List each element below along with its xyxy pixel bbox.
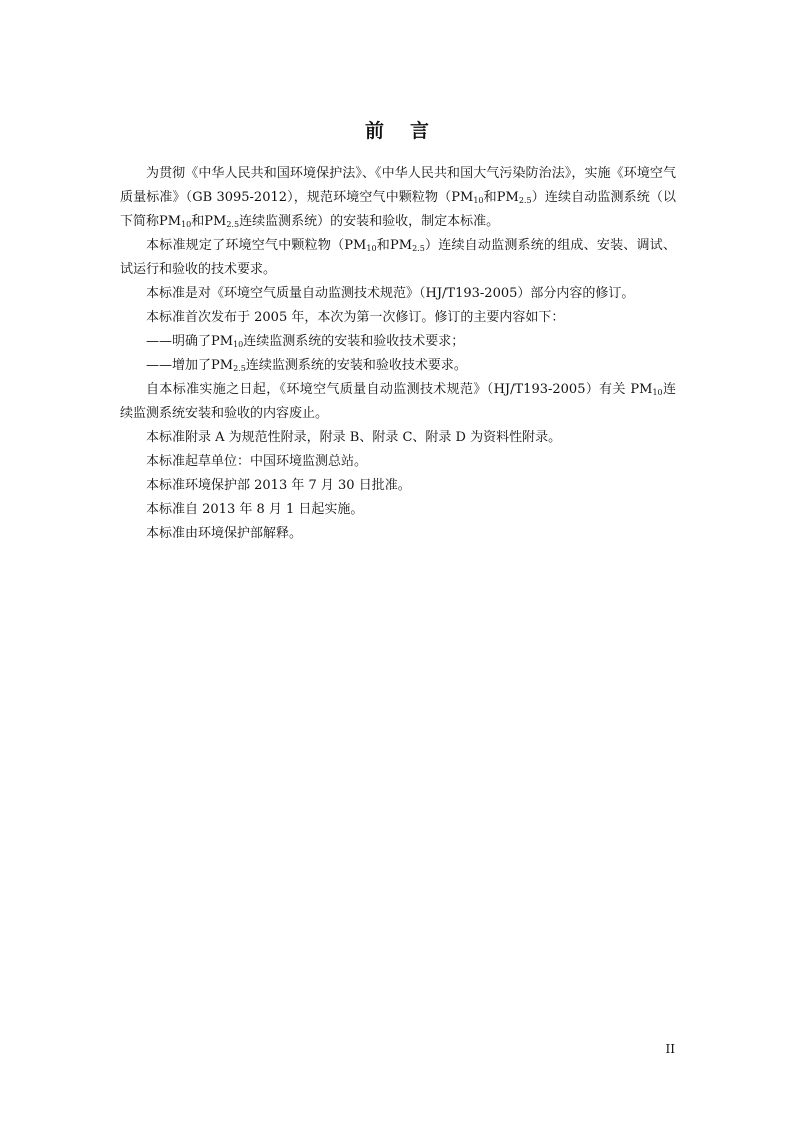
paragraph-change-pm10 bbox=[120, 330, 676, 354]
pm-base: PM bbox=[159, 214, 182, 229]
pm-subscript: 2.5 bbox=[233, 364, 246, 373]
paragraph-text: 为贯彻《中华人民共和国环境保护法》、《中华人民共和国大气污染防治法》，实施《环境空气质量标准》（GB 3095-2012），规范环境空气中颗粒物（ bbox=[120, 166, 676, 205]
pm-subscript: 10 bbox=[233, 340, 244, 349]
pm-base: PM bbox=[630, 382, 653, 397]
pm25-term bbox=[204, 214, 239, 229]
pm10-term bbox=[344, 238, 376, 253]
paragraph-text: 连续监测系统）的安装和验收，制定本标准。 bbox=[239, 214, 500, 229]
pm-subscript: 2.5 bbox=[226, 220, 240, 229]
paragraph-drafter: 本标准起草单位：中国环境监测总站。 bbox=[146, 454, 368, 469]
pm10-term bbox=[159, 214, 191, 229]
paragraph-scope bbox=[120, 234, 676, 282]
title-char-1: 前 bbox=[364, 120, 384, 142]
pm-subscript: 2.5 bbox=[412, 244, 425, 253]
paragraph-change-pm25 bbox=[120, 354, 676, 378]
pm-base: PM bbox=[211, 334, 234, 349]
pm10-term bbox=[630, 382, 662, 397]
page-title bbox=[0, 116, 794, 143]
paragraph-text: 和 bbox=[483, 190, 497, 205]
paragraph-text: 和 bbox=[191, 214, 205, 229]
paragraph-purpose bbox=[120, 162, 676, 234]
pm-subscript: 10 bbox=[366, 244, 377, 253]
title-char-2: 言 bbox=[410, 120, 430, 142]
pm-base: PM bbox=[344, 238, 367, 253]
paragraph-appendix: 本标准附录 A 为规范性附录，附录 B、附录 C、附录 D 为资料性附录。 bbox=[146, 430, 562, 445]
pm10-term bbox=[451, 190, 483, 205]
paragraph-effective: 本标准自 2013 年 8 月 1 日起实施。 bbox=[146, 502, 364, 517]
page-number: II bbox=[665, 1042, 675, 1056]
paragraph-revision: 本标准是对《环境空气质量自动监测技术规范》（HJ/T193-2005）部分内容的修订。 bbox=[146, 286, 635, 301]
pm-subscript: 2.5 bbox=[518, 196, 532, 205]
pm25-term bbox=[390, 238, 425, 253]
foreword-body bbox=[120, 162, 676, 546]
pm-base: PM bbox=[390, 238, 413, 253]
pm-base: PM bbox=[204, 214, 227, 229]
paragraph-text: ）连续自动监测系统（以下简称 bbox=[120, 190, 676, 229]
paragraph-text: 连续监测系统的安装和验收技术要求； bbox=[243, 334, 465, 349]
pm-subscript: 10 bbox=[181, 220, 192, 229]
pm25-term bbox=[211, 358, 246, 373]
paragraph-text: 连续监测系统的安装和验收技术要求。 bbox=[245, 358, 467, 373]
pm-subscript: 10 bbox=[473, 196, 484, 205]
pm25-term bbox=[497, 190, 532, 205]
paragraph-text: 自本标准实施之日起，《环境空气质量自动监测技术规范》（HJ/T193-2005）有关 bbox=[146, 382, 626, 397]
paragraph-text: ——增加了 bbox=[146, 358, 212, 373]
paragraph-text: 连续监测系统安装和验收的内容废止。 bbox=[120, 382, 676, 421]
paragraph-history: 本标准首次发布于 2005 年，本次为第一次修订。修订的主要内容如下： bbox=[146, 310, 565, 325]
pm-base: PM bbox=[496, 190, 519, 205]
paragraph-approval: 本标准环境保护部 2013 年 7 月 30 日批准。 bbox=[146, 478, 411, 493]
paragraph-text: 本标准规定了环境空气中颗粒物（ bbox=[146, 238, 345, 253]
paragraph-text: ——明确了 bbox=[146, 334, 212, 349]
paragraph-text: ）连续自动监测系统的组成、安装、调试、试运行和验收的技术要求。 bbox=[120, 238, 676, 277]
paragraph-abolish bbox=[120, 378, 676, 426]
pm-base: PM bbox=[211, 358, 234, 373]
pm10-term bbox=[211, 334, 243, 349]
paragraph-interpretation: 本标准由环境保护部解释。 bbox=[146, 526, 303, 541]
paragraph-text: 和 bbox=[376, 238, 390, 253]
pm-base: PM bbox=[451, 190, 474, 205]
pm-subscript: 10 bbox=[652, 388, 663, 397]
